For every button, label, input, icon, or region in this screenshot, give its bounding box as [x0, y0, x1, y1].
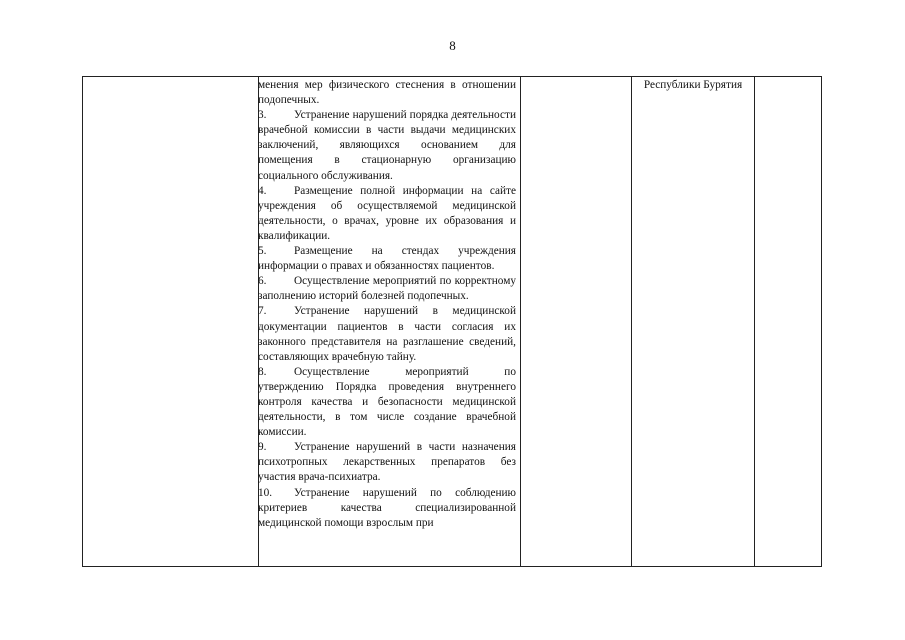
- measure-item: [258, 244, 516, 274]
- measure-text: Устранение нарушений в медицинской документации пациентов в части согласия их законного представителя на разглашение сведений, составляющих врачебную тайну.: [258, 305, 516, 363]
- measure-item: [258, 440, 516, 485]
- column-divider: [631, 77, 632, 566]
- measure-number: 5.: [258, 245, 267, 258]
- measure-number: 8.: [258, 365, 267, 378]
- measure-number: 10.: [258, 486, 273, 499]
- measures-table: [82, 76, 822, 567]
- measure-item: [258, 365, 516, 440]
- measure-text: Устранение нарушений по соблюдению критериев качества специализированной медицинской помощи взрослым при: [258, 486, 516, 529]
- continuation-paragraph: менения мер физического стеснения в отношении подопечных.: [258, 79, 516, 107]
- measure-number: 7.: [258, 305, 267, 318]
- page-number: 8: [449, 38, 456, 53]
- measure-number: 9.: [258, 441, 267, 454]
- measure-text: Осуществление мероприятий по корректному заполнению историй болезней подопечных.: [258, 275, 516, 303]
- measures-cell: [258, 78, 516, 531]
- measure-text: Осуществление мероприятий по утверждению Порядка проведения внутреннего контроля качества и безопасности медицинской деятельности, в том числе создание врачебной комиссии.: [258, 365, 516, 439]
- column-divider: [754, 77, 755, 566]
- measure-item: [258, 304, 516, 364]
- measures-list: [258, 108, 516, 531]
- region-cell: Республики Бурятия: [643, 79, 743, 91]
- measure-number: 4.: [258, 184, 267, 197]
- measure-item: [258, 274, 516, 304]
- measure-number: 6.: [258, 275, 267, 288]
- measure-item: [258, 486, 516, 531]
- measure-item: [258, 108, 516, 183]
- measure-item: [258, 184, 516, 244]
- measure-text: Устранение нарушений в части назначения психотропных лекарственных препаратов без участия врача-психиатра.: [258, 441, 516, 484]
- measure-text: Устранение нарушений порядка деятельности врачебной комиссии в части выдачи медицинских заключений, являющихся основанием для помещения в стационарную организацию социального обслуживания.: [258, 109, 516, 182]
- measure-text: Размещение на стендах учреждения информации о правах и обязанностях пациентов.: [258, 245, 516, 273]
- measure-number: 3.: [258, 109, 267, 122]
- measure-text: Размещение полной информации на сайте учреждения об осуществляемой медицинской деятельности, о врачах, уровне их образования и квалификации.: [258, 184, 516, 242]
- column-divider: [520, 77, 521, 566]
